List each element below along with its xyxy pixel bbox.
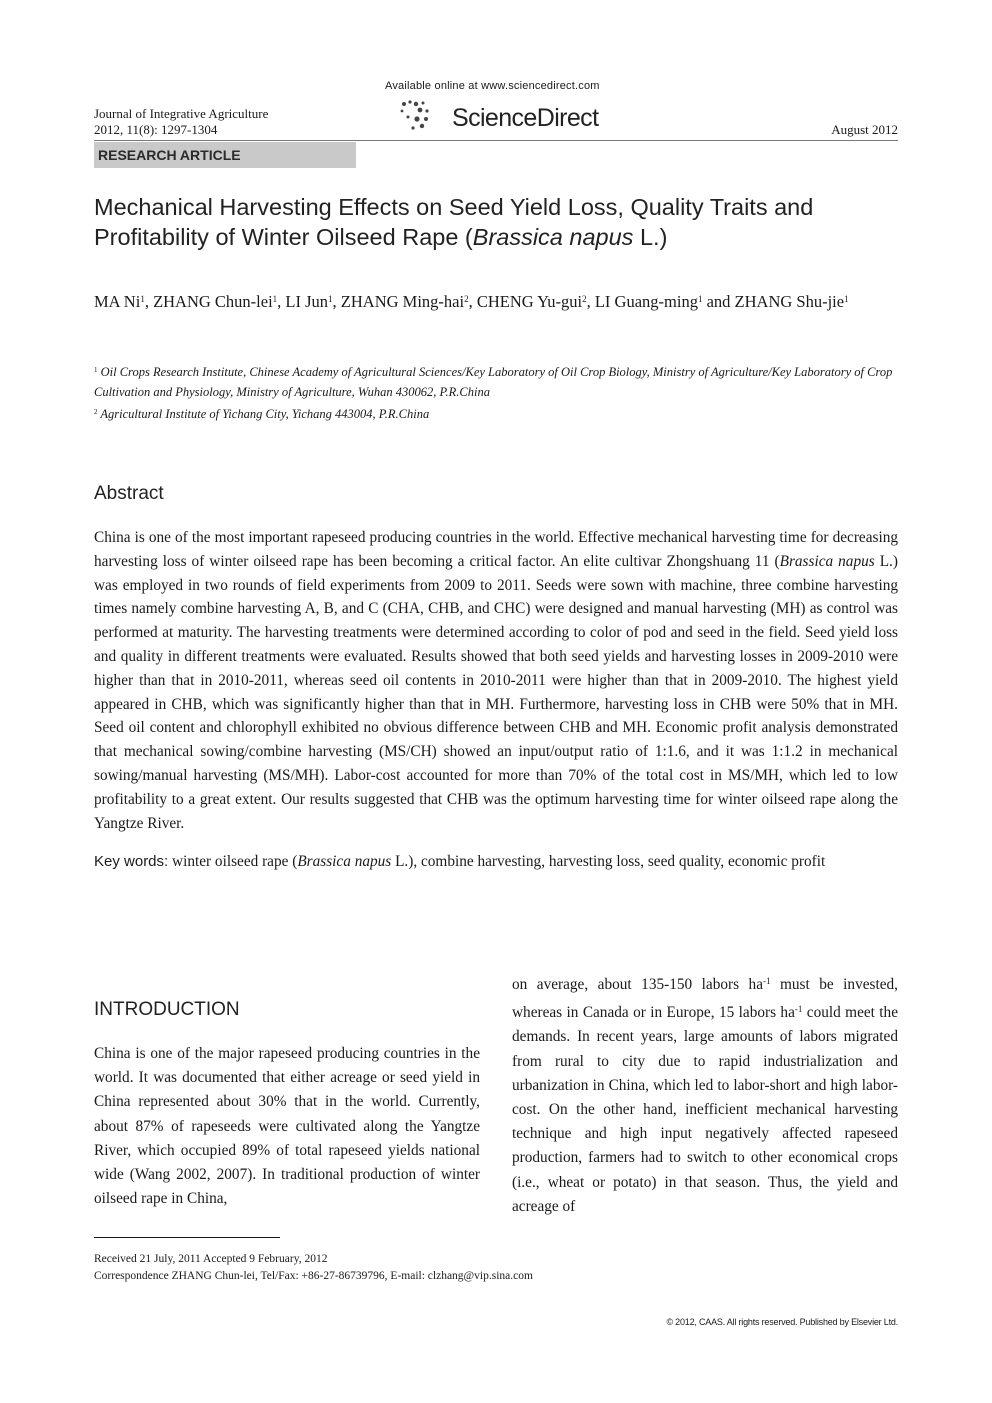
author-name: ZHANG Shu-jie xyxy=(734,292,845,311)
affiliation-1: $^1$ Oil Crops Research Institute, Chinese Academy of Agricultural Sciences/Key Laboratory of Oil Crop Biology, Ministry of Agriculture/Key Laboratory of Crop Cultivation and Physiology, Ministry of Agriculture, Wuhan 430062, P.R.China xyxy=(94,365,893,399)
author-affiliation-mark: 1 xyxy=(140,294,145,304)
journal-info xyxy=(94,106,268,138)
copyright-notice: © 2012, CAAS. All rights reserved. Published by Elsevier Ltd. xyxy=(666,1317,898,1327)
publisher-name: ScienceDirect xyxy=(452,104,599,132)
journal-name: Journal of Integrative Agriculture xyxy=(94,106,269,121)
author-affiliation-mark: 1 xyxy=(844,294,849,304)
author-list: MA Ni$^1$, ZHANG Chun-lei$^1$, LI Jun$^1$, ZHANG Ming-hai$^2$, CHENG Yu-gui$^2$, LI Guang-ming$^1$ and ZHANG Shu-jie$^1$ xyxy=(94,292,849,311)
issue-date: August 2012 xyxy=(831,122,898,137)
affiliation-2: $^2$ Agricultural Institute of Yichang City, Yichang 443004, P.R.China xyxy=(94,407,430,421)
introduction-heading: INTRODUCTION xyxy=(94,999,240,1020)
received-dates: Received 21 July, 2011 Accepted 9 February, 2012 xyxy=(94,1253,328,1265)
keywords-label: Key words: xyxy=(94,853,169,870)
affiliations xyxy=(94,360,900,424)
author-affiliation-mark: 2 xyxy=(464,294,469,304)
author-affiliation-mark: 1 xyxy=(272,294,278,304)
keywords: Key words: winter oilseed rape (Brassica napus L.), combine harvesting, harvesting loss, seed quality, economic profit xyxy=(94,853,826,870)
introduction-left-column: China is one of the major rapeseed producing countries in the world. It was documented that either acreage or seed yield in China represented about 30% that in the world. Currently, about 87% of rapeseeds were cultivated along the Yangtze River, which occupied 89% of total rapeseed yields national wide (Wang 2002, 2007). In traditional production of winter oilseed rape in China, xyxy=(94,1045,480,1208)
author-name: CHENG Yu-gui xyxy=(476,292,583,311)
author-name: ZHANG Chun-lei xyxy=(153,292,273,311)
article-title: Mechanical Harvesting Effects on Seed Yield Loss, Quality Traits and Profitability of Winter Oilseed Rape (Brassica napus L.) xyxy=(94,194,814,250)
author-name: MA Ni xyxy=(94,292,141,311)
author-affiliation-mark: 2 xyxy=(582,294,587,304)
abstract-heading: Abstract xyxy=(94,483,164,504)
article-type: RESEARCH ARTICLE xyxy=(98,147,241,163)
sciencedirect-logo-icon xyxy=(400,100,430,132)
journal-citation: 2012, 11(8): 1297-1304 xyxy=(94,122,218,137)
introduction-right-column: on average, about 135-150 labors $ha^{-1}$ must be invested, whereas in Canada or in Europe, 15 labors $ha^{-1}$ could meet the demands. In recent years, large amounts of labors migrated from rural to city due to rapid industrialization and urbanization in China, which led to labor-short and high labor-cost. On the other hand, inefficient mechanical harvesting technique and high input negatively affected rapeseed production, farmers had to switch to other economical crops (i.e., wheat or potato) in that season. Thus, the yield and acreage of xyxy=(512,976,898,1215)
author-name: ZHANG Ming-hai xyxy=(340,292,465,311)
author-name: LI Jun xyxy=(285,292,329,311)
availability-note: Available online at www.sciencedirect.com xyxy=(385,80,600,92)
author-affiliation-mark: 1 xyxy=(328,294,333,304)
author-affiliation-mark: 1 xyxy=(697,294,703,304)
header-divider xyxy=(94,140,898,141)
footnote-divider xyxy=(94,1237,280,1238)
correspondence: Correspondence ZHANG Chun-lei, Tel/Fax: +86-27-86739796, E-mail: clzhang@vip.sina.com xyxy=(94,1270,533,1282)
abstract-text: China is one of the most important rapeseed producing countries in the world. Effective mechanical harvesting time for decreasing harvesting loss of winter oilseed rape has been becoming a critical factor. An elite cultivar Zhongshuang 11 (Brassica napus L.) was employed in two rounds of field experiments from 2009 to 2011. Seeds were sown with machine, three combine harvesting times namely combine harvesting A, B, and C (CHA, CHB, and CHC) were designed and manual harvesting (MH) as control was performed at maturity. The harvesting treatments were determined according to color of pod and seed in the field. Seed yield loss and quality in different treatments were evaluated. Results showed that both seed yields and harvesting losses in 2009-2010 were higher than that in 2010-2011, whereas seed oil contents in 2010-2011 were higher than that in 2009-2010. The highest yield appeared in CHB, which was significantly higher than that in MH. Furthermore, harvesting loss in CHB were 50% that in MH. Seed oil content and chlorophyll exhibited no obvious difference between CHB and MH. Economic profit analysis demonstrated that mechanical sowing/combine harvesting (MS/CH) showed an input/output ratio of 1:1.6, and it was 1:1.2 in mechanical sowing/manual harvesting (MS/MH). Labor-cost accounted for more than 70% of the total cost in MS/MH, which led to low profitability to a great extent. Our results suggested that CHB was the optimum harvesting time for winter oilseed rape along the Yangtze River. xyxy=(94,529,898,832)
author-name: LI Guang-ming xyxy=(594,292,698,311)
